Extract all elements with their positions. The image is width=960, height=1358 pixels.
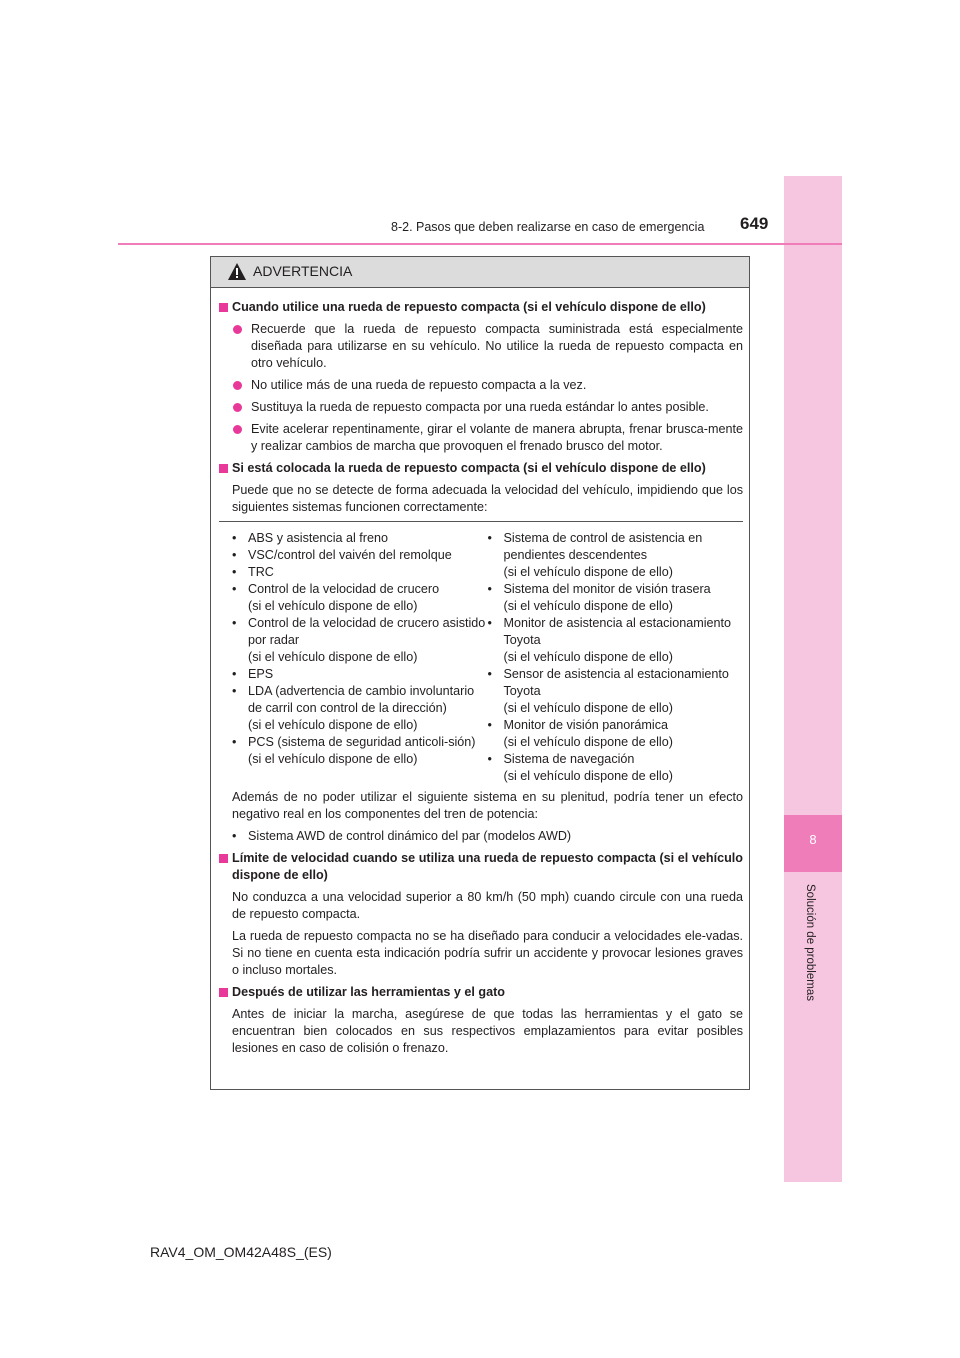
- list-item: • Control de la velocidad de crucero asistido por radar (si el vehículo dispone de ello): [232, 616, 486, 664]
- systems-list-left: [232, 530, 488, 785]
- section-heading: Si está colocada la rueda de repuesto compacta (si el vehículo dispone de ello): [219, 460, 743, 477]
- systems-list-right: [488, 530, 744, 785]
- list-item: • TRC: [232, 565, 274, 579]
- list-item: • Control de la velocidad de crucero (si el vehículo dispone de ello): [232, 582, 440, 613]
- warning-box: [210, 256, 750, 1090]
- dot-bullet-icon: [233, 325, 242, 334]
- section-heading: Después de utilizar las herramientas y el gato: [219, 984, 743, 1001]
- paragraph: Puede que no se detecte de forma adecuada la velocidad del vehículo, impidiendo que los siguientes sistemas funcionen correctamente:: [232, 483, 743, 514]
- square-bullet-icon: [219, 988, 228, 997]
- chapter-number: 8: [809, 832, 817, 847]
- list-divider: [219, 521, 743, 522]
- square-bullet-icon: [219, 464, 228, 473]
- list-item: • Sistema AWD de control dinámico del par (modelos AWD): [232, 829, 572, 843]
- list-item: • PCS (sistema de seguridad anticoli-sión) (si el vehículo dispone de ello): [232, 735, 476, 766]
- section-title: 8-2. Pasos que deben realizarse en caso de emergencia: [391, 220, 705, 234]
- paragraph: Antes de iniciar la marcha, asegúrese de que todas las herramientas y el gato se encuentran bien colocados en sus respectivos emplazamientos para evitar posibles lesiones en caso de colisión o frenazo.: [232, 1007, 743, 1055]
- bullet-item: Recuerde que la rueda de repuesto compacta suministrada está especialmente diseñada para utilizarse en su vehículo. No utilice la rueda de repuesto compacta en otro vehículo.: [219, 321, 743, 372]
- header-divider: [118, 243, 842, 245]
- list-item: • Sistema del monitor de visión trasera (si el vehículo dispone de ello): [487, 582, 711, 613]
- list-item: • Monitor de visión panorámica (si el vehículo dispone de ello): [487, 718, 673, 749]
- list-item: • Sensor de asistencia al estacionamiento Toyota (si el vehículo dispone de ello): [487, 667, 729, 715]
- warning-header: [211, 257, 749, 288]
- bullet-item: Sustituya la rueda de repuesto compacta por una rueda estándar lo antes posible.: [219, 399, 743, 416]
- dot-bullet-icon: [233, 403, 242, 412]
- section-heading: Cuando utilice una rueda de repuesto compacta (si el vehículo dispone de ello): [219, 299, 743, 316]
- warning-title: ADVERTENCIA: [253, 263, 353, 279]
- bullet-item: Evite acelerar repentinamente, girar el volante de manera abrupta, frenar brusca-mente y realizar cambios de marcha que provoquen el frenado brusco del motor.: [219, 421, 743, 455]
- chapter-label: Solución de problemas: [804, 884, 816, 1001]
- list-item: • Sistema de control de asistencia en pendientes descendentes (si el vehículo dispone de ello): [487, 531, 703, 579]
- bullet-item: No utilice más de una rueda de repuesto compacta a la vez.: [219, 377, 743, 394]
- dot-bullet-icon: [233, 425, 242, 434]
- list-item: • EPS: [232, 667, 274, 681]
- page-number: 649: [740, 214, 769, 233]
- warning-triangle-icon: [228, 263, 246, 280]
- dot-bullet-icon: [233, 381, 242, 390]
- paragraph: La rueda de repuesto compacta no se ha diseñado para conducir a velocidades ele-vadas. Si no tiene en cuenta esta indicación podría sufrir un accidente y provocar lesiones graves o incluso mortales.: [232, 929, 743, 977]
- paragraph: Además de no poder utilizar el siguiente sistema en su plenitud, podría tener un efecto negativo real en los componentes del tren de potencia:: [232, 790, 743, 821]
- list-item: • Sistema de navegación (si el vehículo dispone de ello): [487, 752, 673, 783]
- square-bullet-icon: [219, 303, 228, 312]
- list-item: • LDA (advertencia de cambio involuntario de carril con control de la dirección) (si el vehículo dispone de ello): [232, 684, 475, 732]
- document-code: RAV4_OM_OM42A48S_(ES): [150, 1244, 332, 1260]
- list-item: • Monitor de asistencia al estacionamiento Toyota (si el vehículo dispone de ello): [487, 616, 732, 664]
- square-bullet-icon: [219, 854, 228, 863]
- section-heading: Límite de velocidad cuando se utiliza una rueda de repuesto compacta (si el vehículo dispone de ello): [219, 850, 743, 884]
- chapter-side-strip: [784, 176, 842, 1182]
- list-item: • ABS y asistencia al freno: [232, 531, 389, 545]
- paragraph: No conduzca a una velocidad superior a 80 km/h (50 mph) cuando circule con una rueda de repuesto compacta.: [232, 890, 743, 921]
- systems-list: [219, 530, 743, 785]
- warning-content: [219, 299, 743, 1062]
- list-item: • VSC/control del vaivén del remolque: [232, 548, 452, 562]
